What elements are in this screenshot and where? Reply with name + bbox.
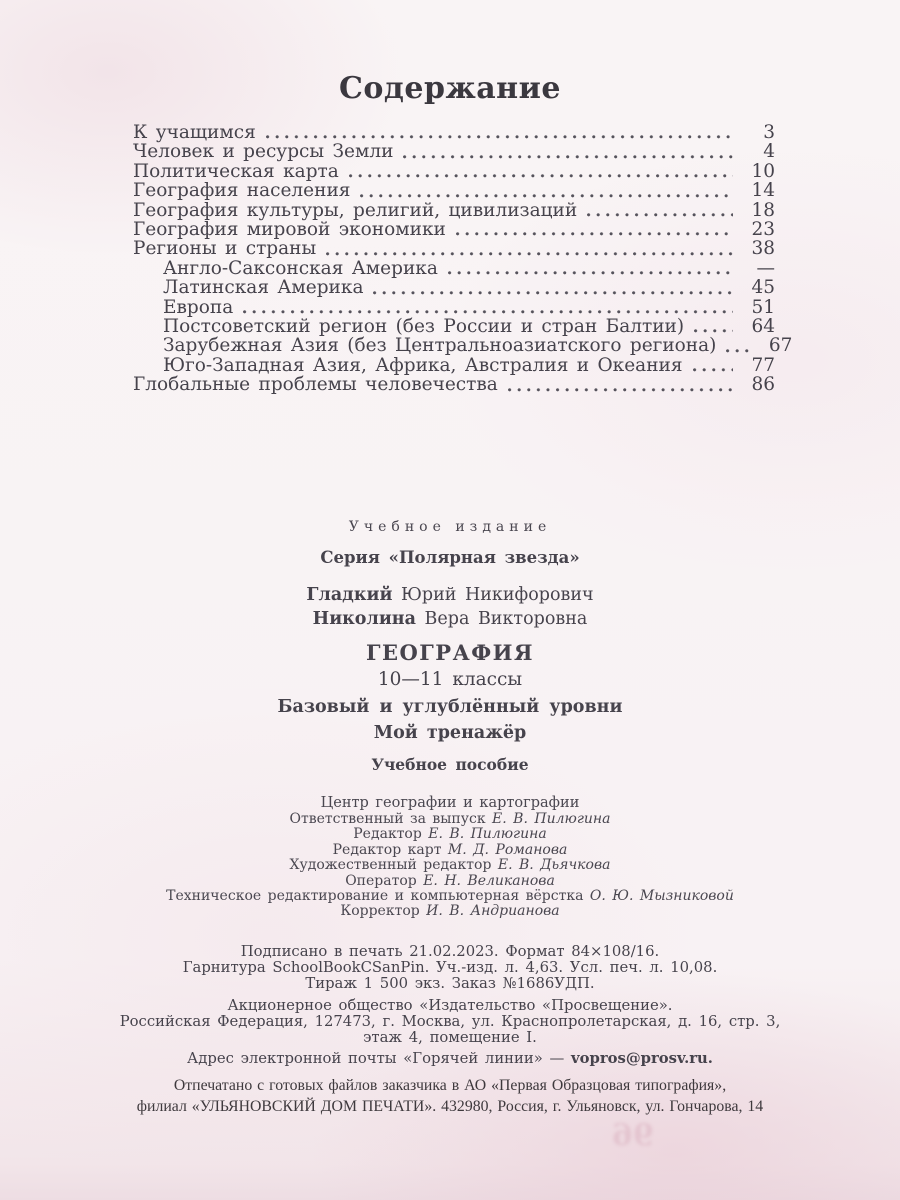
toc-row xyxy=(133,278,775,297)
toc-item-label: Постсоветский регион (без России и стран Балтии) xyxy=(163,316,685,338)
toc-item-label: Англо-Саксонская Америка xyxy=(163,257,438,279)
publisher-block xyxy=(0,998,900,1047)
dot-leader xyxy=(726,349,750,353)
table-of-contents xyxy=(133,122,793,396)
credit-role: Ответственный за выпуск xyxy=(289,811,486,827)
publisher-line: Российская Федерация, 127473, г. Москва, ул. Краснопролетарская, д. 16, стр. 3, xyxy=(119,1013,781,1031)
author-given-name: Вера Викторовна xyxy=(424,609,588,629)
toc-item-label: К учащимся xyxy=(133,122,256,143)
dot-leader xyxy=(373,291,733,295)
toc-item-label: Юго-Западная Азия, Африка, Австралия и Океания xyxy=(163,354,683,376)
toc-row xyxy=(133,335,793,357)
toc-page-number: 86 xyxy=(751,374,775,396)
credit-role: Художественный редактор xyxy=(289,857,492,874)
toc-row xyxy=(133,142,775,161)
dot-leader xyxy=(508,388,733,392)
credit-line xyxy=(0,874,900,889)
printing-house-line: Отпечатано с готовых файлов заказчика в АО «Первая Образцовая типография», xyxy=(173,1077,727,1094)
credit-line xyxy=(0,889,900,904)
credit-role: Оператор xyxy=(345,872,417,889)
toc-row xyxy=(133,375,775,394)
dot-leader xyxy=(403,155,733,159)
author-name xyxy=(0,583,900,607)
toc-page-number: 3 xyxy=(763,122,775,143)
print-data-block xyxy=(0,944,900,993)
hotline-line xyxy=(0,1050,900,1067)
toc-row xyxy=(133,356,775,375)
toc-item-label: Латинская Америка xyxy=(163,277,364,299)
toc-item-label: Глобальные проблемы человечества xyxy=(133,374,498,396)
dot-leader xyxy=(360,194,733,198)
toc-page-number: 14 xyxy=(751,180,775,202)
toc-item-label: Политическая карта xyxy=(133,160,339,182)
toc-page-number: 38 xyxy=(751,238,775,260)
credit-role: Техническое редактирование и компьютерная вёрстка xyxy=(166,888,584,905)
toc-row xyxy=(133,220,775,239)
level-line: Базовый и углублённый уровни xyxy=(277,697,623,717)
dot-leader xyxy=(349,174,733,178)
toc-row xyxy=(133,123,775,142)
printing-house-block xyxy=(0,1076,900,1117)
author-name xyxy=(0,607,900,631)
toc-row xyxy=(133,239,775,258)
toc-row xyxy=(133,259,775,278)
credit-role: Редактор xyxy=(353,826,422,843)
toc-page-number: 4 xyxy=(763,141,775,163)
dot-leader xyxy=(587,213,733,217)
dot-leader xyxy=(448,271,733,275)
dot-leader xyxy=(326,252,733,256)
toc-page-number: 45 xyxy=(751,277,775,299)
authors-block xyxy=(0,583,900,631)
toc-row xyxy=(133,162,775,181)
credit-role: Корректор xyxy=(340,903,420,920)
toc-page-number: 67 xyxy=(768,335,793,357)
hotline-label: Адрес электронной почты «Горячей линии» — xyxy=(187,1050,572,1067)
author-surname: Гладкий xyxy=(306,585,393,605)
credits-department: Центр географии и картографии xyxy=(320,795,580,811)
credit-person: Е. В. Пилюгина xyxy=(492,811,611,827)
print-data-line: Тираж 1 500 экз. Заказ №1686УДП. xyxy=(305,975,595,993)
toc-item-label: Зарубежная Азия (без Центральноазиатского региона) xyxy=(163,335,717,357)
edition-kind: Учебное пособие xyxy=(371,755,529,774)
print-data-line: Подписано в печать 21.02.2023. Формат 84×108/16. xyxy=(240,943,660,960)
toc-page-number: 18 xyxy=(751,199,775,221)
credit-person: М. Д. Романова xyxy=(447,841,568,858)
dot-leader xyxy=(694,329,733,333)
toc-item-label: Европа xyxy=(163,296,234,318)
dot-leader xyxy=(693,368,733,372)
author-surname: Николина xyxy=(312,609,416,629)
toc-item-label: География мировой экономики xyxy=(133,219,446,241)
credit-person: Е. В. Дьячкова xyxy=(497,857,611,874)
toc-row xyxy=(133,201,775,220)
print-data-line: Гарнитура SchoolBookCSanPin. Уч.-изд. л. 4,63. Усл. печ. л. 10,08. xyxy=(182,959,718,977)
page-title: Содержание xyxy=(339,71,561,106)
credit-line xyxy=(0,904,900,919)
edition-block xyxy=(0,519,900,775)
book-title: ГЕОГРАФИЯ xyxy=(366,640,534,665)
toc-item-label: Регионы и страны xyxy=(133,238,317,260)
credit-person: И. В. Андрианова xyxy=(426,903,560,920)
credit-person: Е. В. Пилюгина xyxy=(428,826,547,843)
credit-person: О. Ю. Мызниковой xyxy=(589,888,734,905)
toc-page-number: — xyxy=(756,257,775,279)
credit-line xyxy=(0,827,900,842)
printing-house-line: филиал «УЛЬЯНОВСКИЙ ДОМ ПЕЧАТИ». 432980, Россия, г. Ульяновск, ул. Гончарова, 14 xyxy=(136,1097,764,1115)
trainer-title: Мой тренажёр xyxy=(373,723,527,743)
contents-section-header xyxy=(0,72,900,106)
credit-line xyxy=(0,858,900,873)
grades-line: 10—11 классы xyxy=(377,669,523,690)
edition-type-label: Учебное издание xyxy=(348,519,552,535)
credit-person: Е. Н. Великанова xyxy=(423,872,555,889)
toc-page-number: 77 xyxy=(751,354,775,376)
toc-row xyxy=(133,298,775,317)
toc-row xyxy=(133,181,775,200)
publisher-line: Акционерное общество «Издательство «Просвещение». xyxy=(227,997,673,1014)
toc-page-number: 64 xyxy=(751,316,775,338)
toc-row xyxy=(133,317,775,336)
page-number-bleedthrough: 96 xyxy=(612,1118,654,1153)
publisher-line: этаж 4, помещение I. xyxy=(363,1029,537,1047)
credit-role: Редактор карт xyxy=(332,841,442,858)
credit-line xyxy=(0,812,900,827)
toc-item-label: География населения xyxy=(133,180,351,202)
hotline-block xyxy=(0,1050,900,1067)
dot-leader xyxy=(456,232,733,236)
credits-block xyxy=(0,794,900,920)
author-given-name: Юрий Никифорович xyxy=(401,585,594,605)
dot-leader xyxy=(243,310,733,314)
toc-page-number: 51 xyxy=(751,296,775,318)
toc-item-label: Человек и ресурсы Земли xyxy=(133,141,394,163)
hotline-email: vopros@prosv.ru. xyxy=(571,1050,713,1067)
toc-page-number: 23 xyxy=(751,219,775,241)
series-title: Серия «Полярная звезда» xyxy=(320,548,580,567)
dot-leader xyxy=(266,135,733,139)
toc-item-label: География культуры, религий, цивилизаций xyxy=(133,199,578,221)
credit-line xyxy=(0,843,900,858)
toc-page-number: 10 xyxy=(751,160,775,182)
